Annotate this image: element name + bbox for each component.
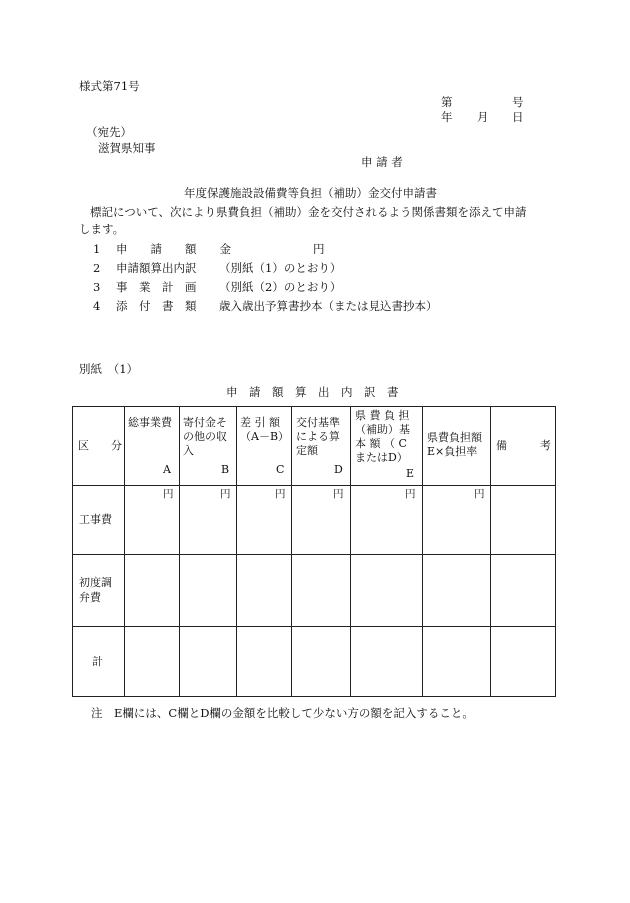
col-header-pref-1: 県費負担額 — [427, 431, 482, 444]
col-header-std-3: 定額 — [296, 444, 318, 457]
col-letter-c: C — [276, 463, 285, 476]
col-header-diff-2: （A－B） — [240, 430, 290, 443]
document-title: 年度保護施設設備費等負担（補助）金交付申請書 — [184, 186, 437, 200]
item-4-no: 4 — [93, 299, 101, 313]
item-2-value: （別紙（1）のとおり） — [219, 261, 342, 275]
table-note: 注 E欄には、C欄とD欄の金額を比較して少ない方の額を記入すること。 — [91, 706, 474, 720]
addressee-note: （宛先） — [86, 125, 132, 139]
col-letter-d: D — [334, 463, 343, 476]
item-3-label: 事 業 計 画 — [116, 280, 197, 294]
item-1-label: 申 請 額 金 — [116, 242, 231, 256]
doc-no-prefix: 第 — [441, 95, 453, 109]
item-1-value: 円 — [313, 242, 325, 256]
intro-line-2: します。 — [79, 222, 125, 236]
col-header-donation-3: 入 — [183, 444, 194, 457]
col-letter-e: E — [406, 467, 415, 480]
item-2-label: 申請額算出内訳 — [116, 261, 197, 275]
item-2-no: 2 — [93, 261, 101, 275]
col-header-donation-2: の他の収 — [183, 430, 227, 443]
unit-total-cost: 円 — [163, 488, 174, 500]
unit-std: 円 — [333, 488, 344, 500]
unit-base: 円 — [405, 488, 416, 500]
col-header-donation-1: 寄付金そ — [183, 416, 227, 429]
col-letter-a: A — [163, 463, 171, 476]
col-header-pref-2: E×負担率 — [427, 445, 478, 458]
col-header-base-4: またはD） — [355, 451, 408, 464]
col-header-category: 区 分 — [78, 439, 122, 452]
item-3-value: （別紙（2）のとおり） — [219, 280, 342, 294]
row-label-initial-equipment-2: 弁費 — [79, 591, 101, 604]
item-4-value: 歳入歳出予算書抄本（または見込書抄本） — [219, 299, 438, 313]
unit-pref: 円 — [474, 488, 485, 500]
date-year: 年 — [441, 110, 453, 124]
col-header-base-3: 本 額 （ C — [355, 437, 407, 450]
unit-donation: 円 — [220, 488, 231, 500]
applicant-label: 申 請 者 — [361, 155, 403, 169]
date-month: 月 — [477, 110, 489, 124]
unit-diff: 円 — [275, 488, 286, 500]
col-header-total-cost: 総事業費 — [128, 416, 172, 429]
annex-title: 申 請 額 算 出 内 訳 書 — [226, 385, 399, 399]
form-number: 様式第71号 — [79, 79, 140, 93]
col-header-std-2: による算 — [296, 430, 340, 443]
addressee: 滋賀県知事 — [98, 141, 156, 155]
col-header-base-2: （補助）基 — [355, 423, 410, 436]
breakdown-table — [72, 406, 556, 697]
item-1-no: 1 — [93, 242, 101, 256]
col-header-diff-1: 差 引 額 — [240, 416, 280, 429]
row-label-construction: 工事費 — [79, 513, 112, 526]
intro-line-1: 標記について、次により県費負担（補助）金を交付されるよう関係書類を添えて申請 — [90, 205, 527, 219]
doc-no-suffix: 号 — [512, 95, 524, 109]
item-3-no: 3 — [93, 280, 101, 294]
col-header-remarks: 備 考 — [496, 439, 551, 452]
date-day: 日 — [512, 110, 524, 124]
item-4-label: 添 付 書 類 — [116, 299, 197, 313]
col-header-std-1: 交付基準 — [296, 416, 340, 429]
col-letter-b: B — [221, 463, 230, 476]
annex-label: 別紙 （1） — [79, 362, 139, 376]
row-label-total: 計 — [92, 655, 103, 668]
col-header-base-1: 県 費 負 担 — [355, 409, 410, 422]
row-label-initial-equipment-1: 初度調 — [79, 576, 112, 589]
